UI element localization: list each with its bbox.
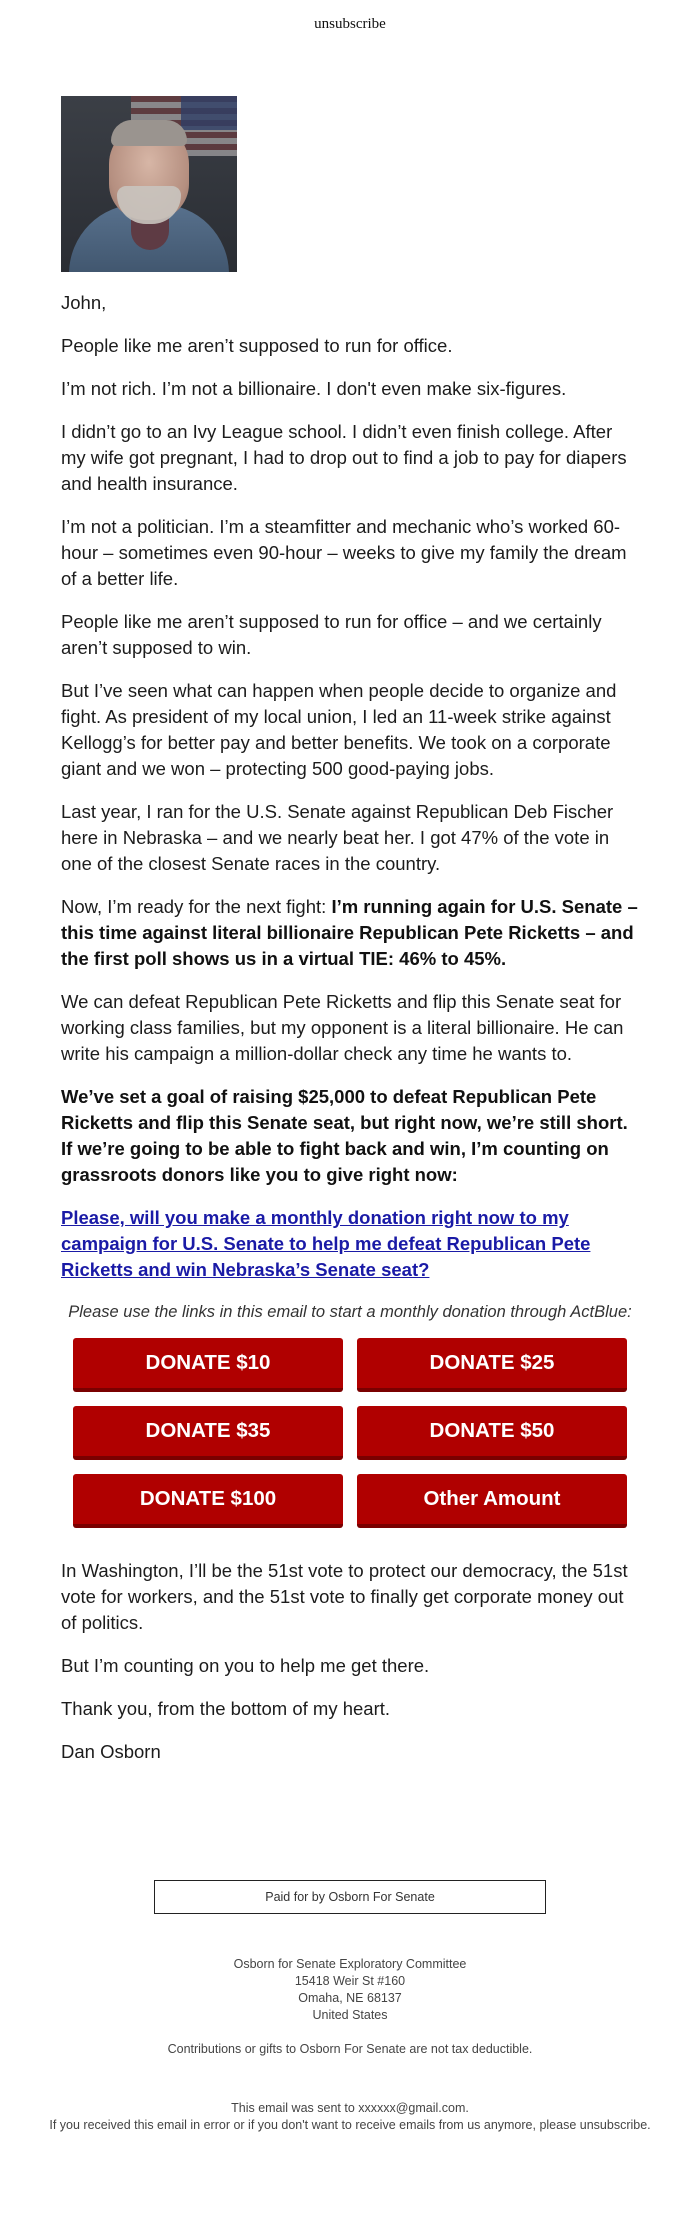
paragraph-8-lead: Now, I’m ready for the next fight: (61, 896, 332, 917)
hair (111, 120, 187, 146)
actblue-note: Please use the links in this email to start a monthly donation through ActBlue: (68, 1303, 632, 1321)
header (0, 0, 700, 50)
paragraph-2: I’m not rich. I’m not a billionaire. I don't even make six-figures. (61, 378, 567, 399)
flag-canton (181, 96, 237, 130)
paid-for-box: Paid for by Osborn For Senate (154, 1880, 546, 1914)
donation-ask-link[interactable]: Please, will you make a monthly donation right now to my campaign for U.S. Senate to help me defeat Republican Pete Ricketts and win Nebraska’s Senate seat? (61, 1207, 591, 1280)
donate-50-button[interactable]: DONATE $50 (357, 1406, 627, 1460)
sent-block (0, 2100, 700, 2134)
paragraph-11: In Washington, I’ll be the 51st vote to protect our democracy, the 51st vote for workers, and the 51st vote to finally get corporate money out of politics. (61, 1560, 628, 1633)
candidate-photo (61, 96, 237, 272)
unsubscribe-link[interactable]: unsubscribe (314, 16, 386, 32)
donate-button-grid (61, 1338, 639, 1528)
greeting: John, (61, 292, 107, 313)
donate-35-button[interactable]: DONATE $35 (73, 1406, 343, 1460)
paragraph-12: But I’m counting on you to help me get there. (61, 1655, 430, 1676)
paragraph-4: I’m not a politician. I’m a steamfitter and mechanic who’s worked 60-hour – sometimes even 90-hour – weeks to give my family the dream of a better life. (61, 516, 627, 589)
org-name: Osborn for Senate Exploratory Committee (233, 1957, 467, 1971)
tax-note: Contributions or gifts to Osborn For Senate are not tax deductible. (167, 2042, 533, 2056)
other-amount-button[interactable]: Other Amount (357, 1474, 627, 1528)
paragraph-3: I didn’t go to an Ivy League school. I didn’t even finish college. After my wife got pregnant, I had to drop out to find a job to pay for diapers and health insurance. (61, 421, 627, 494)
paragraph-5: People like me aren’t supposed to run for office – and we certainly aren’t supposed to win. (61, 611, 602, 658)
sent-to: This email was sent to xxxxxx@gmail.com. (231, 2101, 469, 2115)
paragraph-7: Last year, I ran for the U.S. Senate against Republican Deb Fischer here in Nebraska – and we nearly beat her. I got 47% of the vote in one of the closest Senate races in the country. (61, 801, 614, 874)
city: Omaha, NE 68137 (298, 1991, 402, 2005)
footer (0, 1880, 700, 2134)
paragraph-13: Thank you, from the bottom of my heart. (61, 1698, 391, 1719)
paragraph-1: People like me aren’t supposed to run for office. (61, 335, 453, 356)
signature: Dan Osborn (61, 1741, 161, 1762)
paragraph-10: We’ve set a goal of raising $25,000 to defeat Republican Pete Ricketts and flip this Senate seat, but right now, we’re still short. If we’re going to be able to fight back and win, I’m counting on grassroots donors like you to give right now: (61, 1086, 628, 1185)
paragraph-8-bold: I’m running again for U.S. Senate – this time against literal billionaire Republican Pete Ricketts – and the first poll shows us in a virtual TIE: 46% to 45%. (61, 896, 638, 969)
donate-25-button[interactable]: DONATE $25 (357, 1338, 627, 1392)
country: United States (312, 2008, 388, 2022)
error-note: If you received this email in error or if you don't want to receive emails from us anymore, please unsubscribe. (49, 2118, 651, 2132)
paragraph-6: But I’ve seen what can happen when people decide to organize and fight. As president of my local union, I led an 11-week strike against Kellogg’s for better pay and better benefits. We took on a corporate giant and we won – protecting 500 good-paying jobs. (61, 680, 617, 779)
paragraph-9: We can defeat Republican Pete Ricketts and flip this Senate seat for working class families, but my opponent is a literal billionaire. He can write his campaign a million-dollar check any time he wants to. (61, 991, 624, 1064)
street: 15418 Weir St #160 (294, 1974, 406, 1988)
paragraph-8 (61, 894, 639, 972)
address-block (0, 1956, 700, 2024)
donate-100-button[interactable]: DONATE $100 (73, 1474, 343, 1528)
email-body (0, 96, 700, 1765)
donate-10-button[interactable]: DONATE $10 (73, 1338, 343, 1392)
